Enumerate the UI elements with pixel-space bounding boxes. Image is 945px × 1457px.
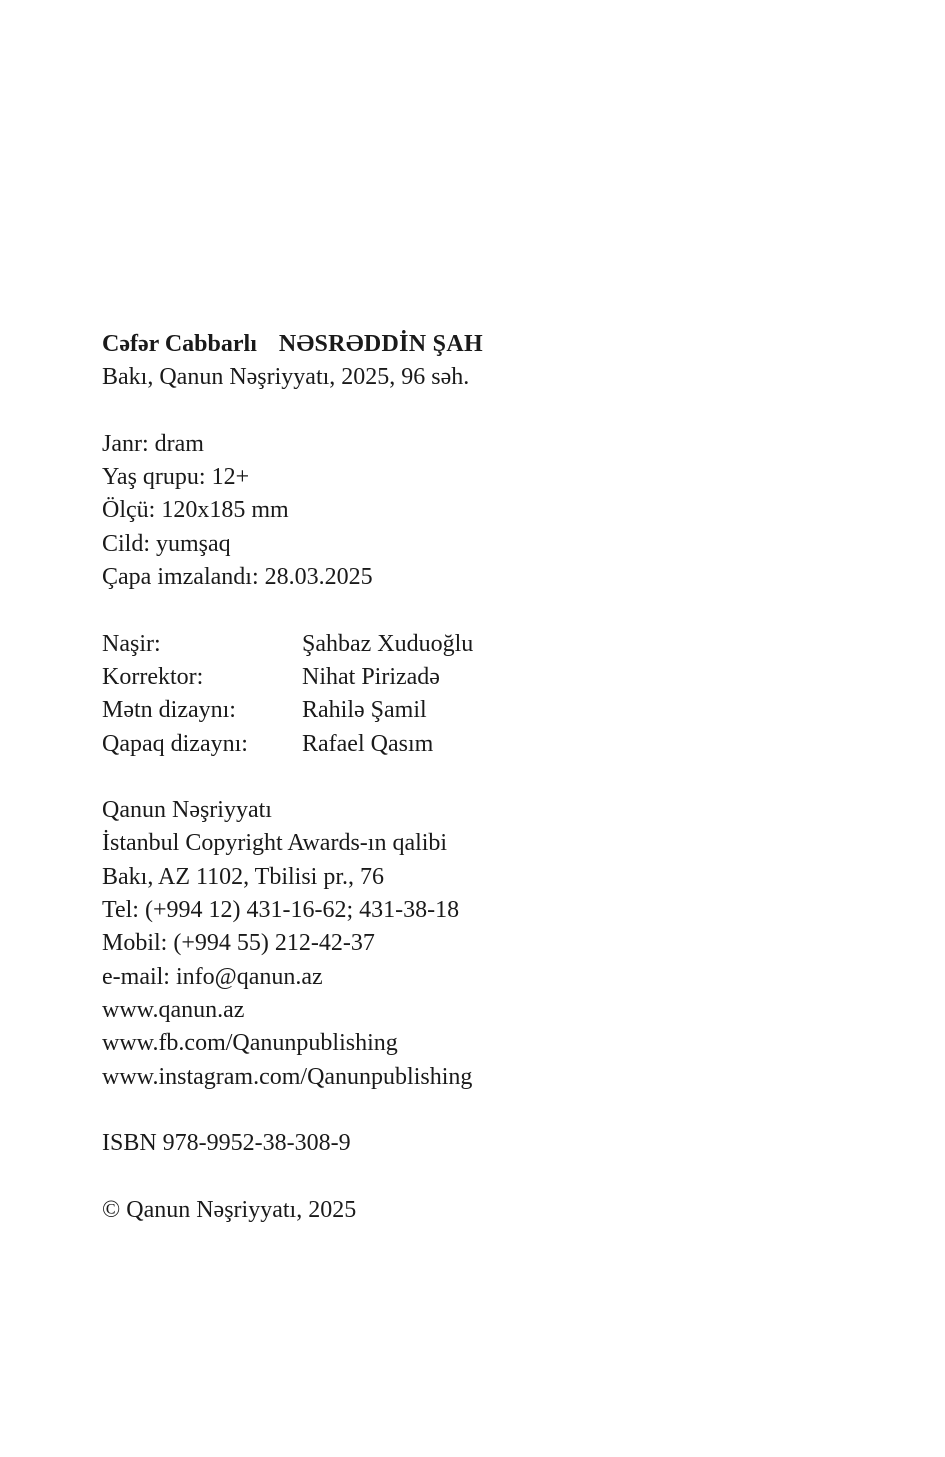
publisher-name: Qanun Nəşriyyatı bbox=[102, 797, 272, 824]
imprint-page bbox=[102, 328, 862, 1227]
credit-row bbox=[102, 661, 862, 694]
publisher-phone: Tel: (+994 12) 431-16-62; 431-38-18 bbox=[102, 897, 460, 924]
credit-role: Qapaq dizaynı: bbox=[102, 730, 248, 757]
spacer bbox=[102, 1094, 862, 1127]
credit-row bbox=[102, 728, 862, 761]
isbn: ISBN 978-9952-38-308-9 bbox=[102, 1130, 351, 1157]
author-name: Cəfər Cabbarlı bbox=[102, 331, 257, 357]
credit-role: Mətn dizaynı: bbox=[102, 697, 236, 724]
publisher-website: www.qanun.az bbox=[102, 996, 245, 1023]
publisher-mobile: Mobil: (+994 55) 212-42-37 bbox=[102, 930, 375, 957]
spacer bbox=[102, 1160, 862, 1193]
credit-name: Rahilə Şamil bbox=[302, 697, 427, 724]
publisher-address: Bakı, AZ 1102, Tbilisi pr., 76 bbox=[102, 863, 385, 890]
credit-name: Rafael Qasım bbox=[302, 730, 434, 757]
credit-row bbox=[102, 694, 862, 727]
publisher-email: e-mail: info@qanun.az bbox=[102, 963, 323, 990]
detail-binding: Cild: yumşaq bbox=[102, 530, 231, 557]
detail-genre: Janr: dram bbox=[102, 430, 204, 457]
detail-age-group: Yaş qrupu: 12+ bbox=[102, 464, 250, 491]
credit-name: Şahbaz Xuduoğlu bbox=[302, 630, 474, 657]
title-line bbox=[102, 328, 862, 361]
credit-role: Naşir: bbox=[102, 630, 161, 657]
credit-role: Korrektor: bbox=[102, 663, 204, 690]
detail-print-date: Çapa imzalandı: 28.03.2025 bbox=[102, 564, 373, 591]
book-title: NƏSRƏDDİN ŞAH bbox=[278, 331, 483, 357]
spacer bbox=[102, 761, 862, 794]
imprint-line: Bakı, Qanun Nəşriyyatı, 2025, 96 səh. bbox=[102, 364, 470, 391]
credit-name: Nihat Pirizadə bbox=[302, 663, 440, 690]
spacer bbox=[102, 395, 862, 428]
credit-row bbox=[102, 628, 862, 661]
publisher-instagram: www.instagram.com/Qanunpublishing bbox=[102, 1063, 473, 1090]
publisher-award: İstanbul Copyright Awards-ın qalibi bbox=[102, 830, 448, 857]
spacer bbox=[102, 594, 862, 627]
publisher-facebook: www.fb.com/Qanunpublishing bbox=[102, 1030, 398, 1057]
copyright-notice: © Qanun Nəşriyyatı, 2025 bbox=[102, 1196, 357, 1223]
detail-size: Ölçü: 120x185 mm bbox=[102, 497, 289, 524]
